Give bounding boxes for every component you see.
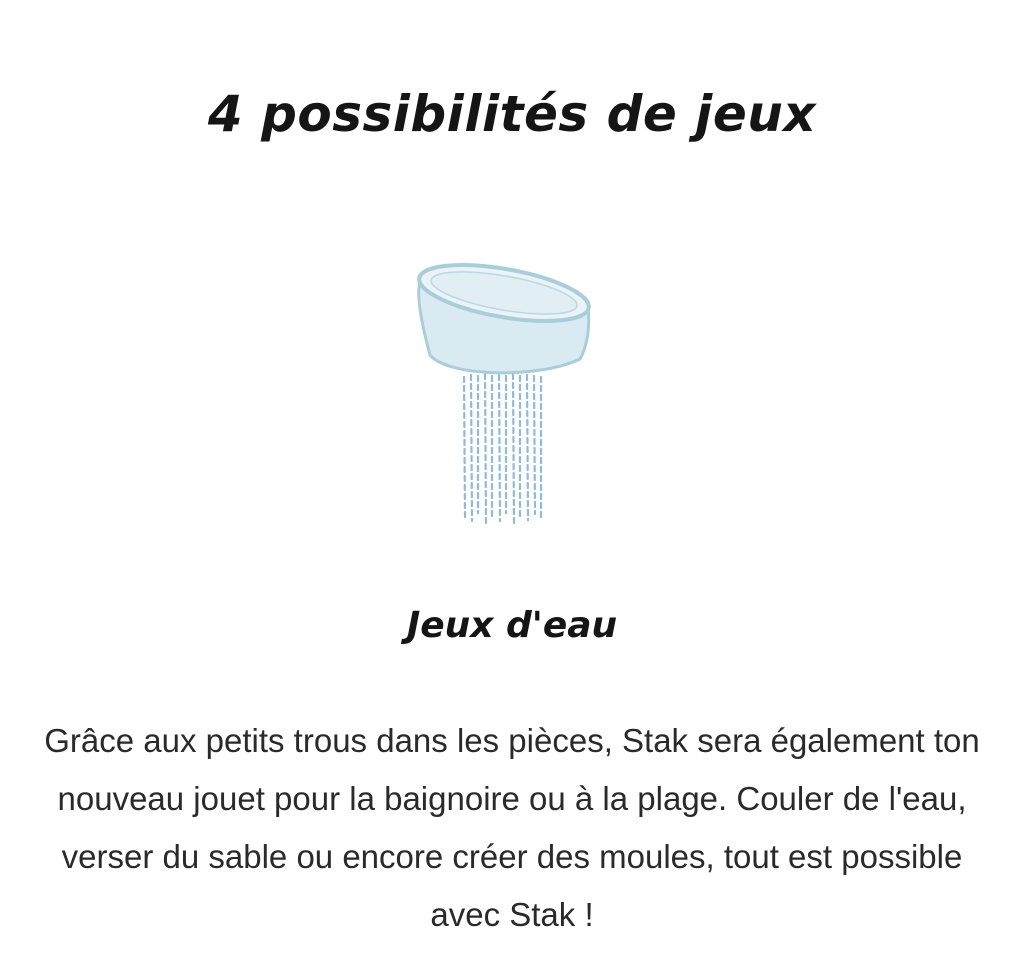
feature-title: Jeux d'eau [406,605,618,646]
section-title: 4 possibilités de jeux [207,85,817,143]
water-sieve-icon [408,255,598,530]
feature-description: Grâce aux petits trous dans les pièces, Stak sera également ton nouveau jouet pour la baignoire ou à la plage. Couler de l'eau, verser du sable ou encore créer des moules, tout est possible avec Stak ! [44,722,980,933]
